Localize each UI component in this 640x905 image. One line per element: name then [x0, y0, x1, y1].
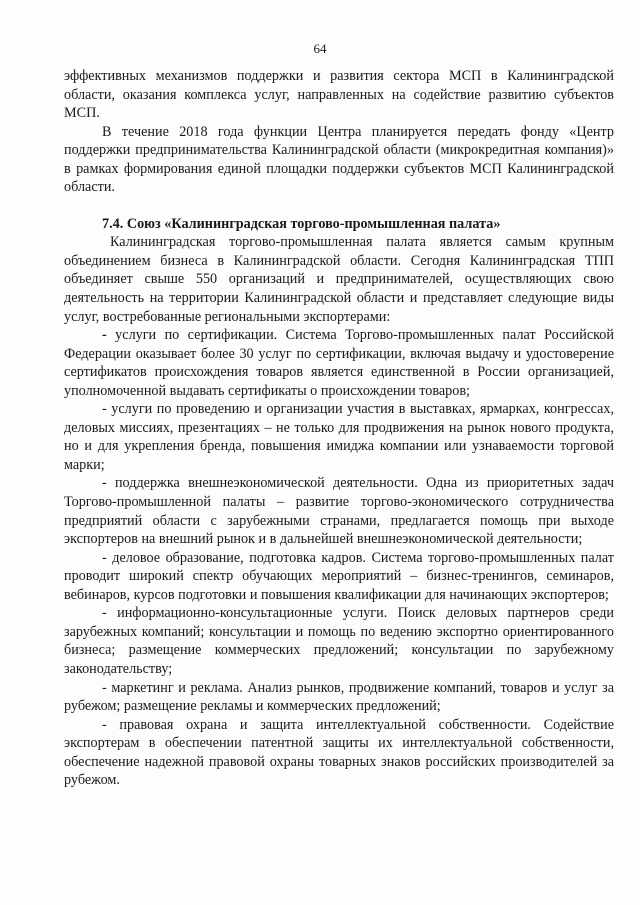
list-item	[64, 400, 614, 474]
list-dash: -	[102, 401, 107, 418]
paragraph-continuation: эффективных механизмов поддержки и развития сектора МСП в Калининградской области, оказания комплекса услуг, направленных на содействие развитию субъектов МСП.	[64, 68, 614, 122]
list-item-text: услуги по сертификации. Система Торгово-промышленных палат Российской Федерации оказывает более 30 услуг по сертификации, включая выдачу и удостоверение сертификатов происхождения товаров является единственной в России организацией, уполномоченной выдавать сертификаты о происхождении товаров;	[64, 327, 614, 399]
list-dash: -	[102, 605, 107, 622]
list-item	[64, 604, 614, 678]
list-item-text: поддержка внешнеэкономической деятельности. Одна из приоритетных задач Торгово-промышленной палаты – развитие торгово-экономического сотрудничества предприятий области с зарубежными странами, предлагается помощь при выходе экспортеров на внешний рынок и в дальнейшей внешнеэкономической деятельности;	[64, 475, 615, 548]
page-number: 64	[313, 41, 327, 56]
section-heading: 7.4. Союз «Калининградская торгово-промышленная палата»	[102, 215, 501, 232]
list-item-text: маркетинг и реклама. Анализ рынков, продвижение компаний, товаров и услуг за рубежом; размещение рекламы и коммерческих предложений;	[64, 679, 615, 715]
list-dash: -	[102, 679, 107, 696]
list-item	[64, 549, 614, 605]
list-dash: -	[102, 716, 107, 733]
list-item	[64, 326, 614, 400]
list-item-text: услуги по проведению и организации участия в выставках, ярмарках, конгрессах, деловых миссиях, презентациях – не только для продвижения на рынок нового продукта, но и для укрепления бренда, повышения имиджа компании или узнаваемости торговой марки;	[64, 401, 614, 473]
list-item-text: информационно-консультационные услуги. Поиск деловых партнеров среди зарубежных компаний; консультации и помощь по ведению экспортно ориентированного бизнеса; размещение коммерческих предложений; консультации по зарубежному законодательству;	[64, 605, 615, 677]
list-item-text: правовая охрана и защита интеллектуальной собственности. Содействие экспортерам в обеспечении патентной защиты их интеллектуальной собственности, обеспечение надежной правовой охраны товарных знаков российских производителей за рубежом.	[64, 716, 614, 789]
paragraph-center-transfer: В течение 2018 года функции Центра планируется передать фонду «Центр поддержки предпринимательства Калининградской области (микрокредитная компания)» в рамках формирования единой площадки поддержки субъектов МСП Калининградской области.	[64, 123, 614, 196]
list-dash: -	[102, 327, 107, 344]
list-dash: -	[102, 475, 107, 492]
list-item	[64, 679, 614, 716]
list-item	[64, 474, 614, 548]
list-item-text: деловое образование, подготовка кадров. Система торгово-промышленных палат проводит широкий спектр обучающих мероприятий – бизнес-тренингов, семинаров, вебинаров, курсов подготовки и повышения квалификации для начинающих экспортеров;	[64, 549, 615, 603]
page-body	[64, 67, 614, 790]
list-dash: -	[102, 549, 107, 566]
section-intro: Калининградская торгово-промышленная палата является самым крупным объединением бизнеса в Калининградской области. Сегодня Калининградская ТПП объединяет свыше 550 организаций и предпринимателей, осуществляющих свою деятельность на территории Калининградской области и представляет следующие виды услуг, востребованные региональными экспортерами:	[64, 234, 614, 325]
list-item	[64, 716, 614, 790]
